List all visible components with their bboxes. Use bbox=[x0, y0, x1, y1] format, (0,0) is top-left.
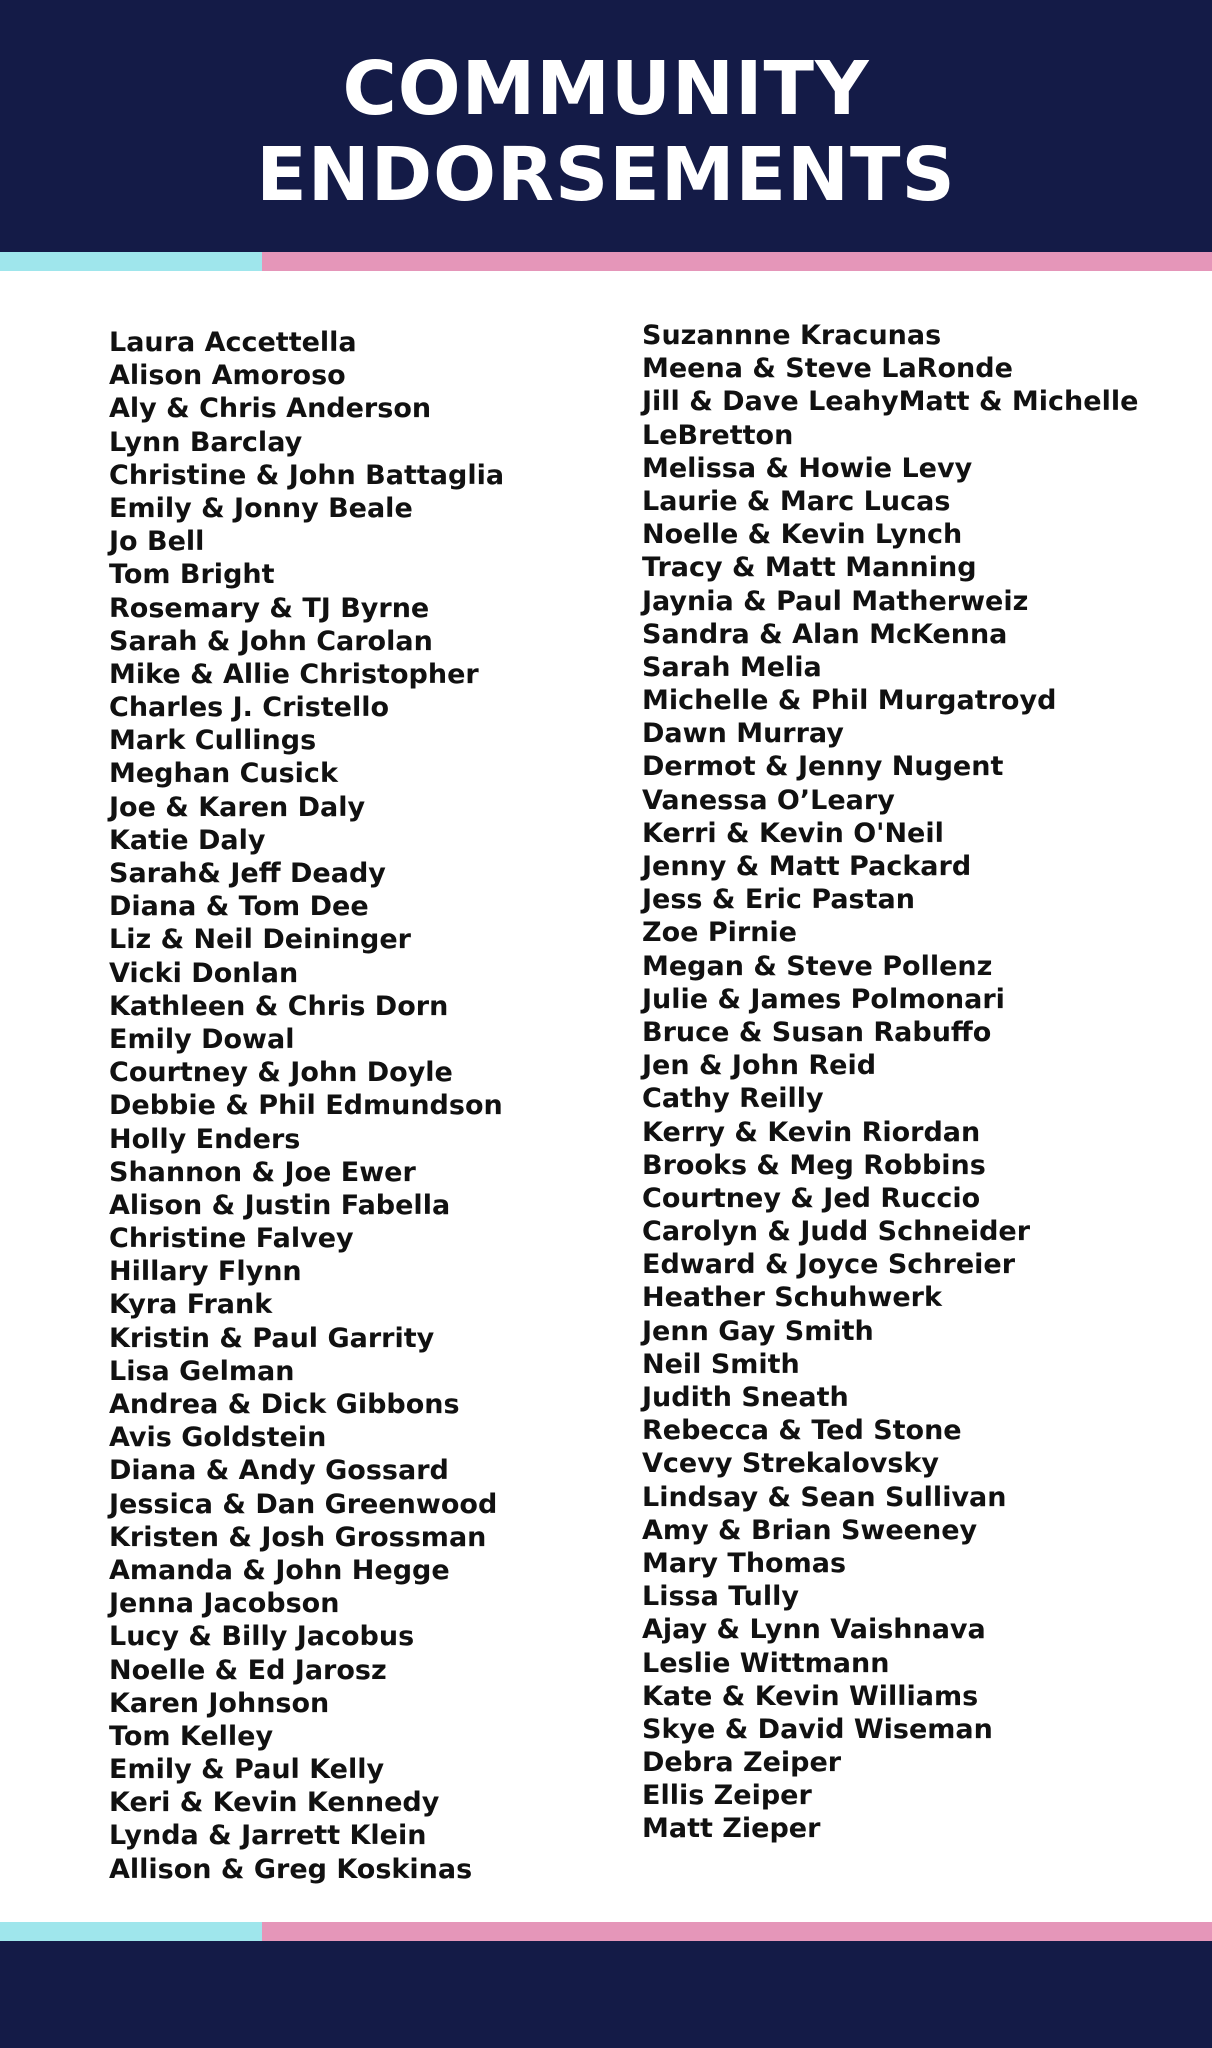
endorser-name: Kathleen & Chris Dorn bbox=[109, 990, 449, 1022]
endorser-name: Julie & James Polmonari bbox=[642, 983, 1005, 1015]
endorser-name: Mark Cullings bbox=[109, 725, 317, 757]
endorser-name: Jo Bell bbox=[109, 526, 205, 558]
endorser-name: Debra Zeiper bbox=[642, 1747, 842, 1779]
endorser-name: Sarah Melia bbox=[642, 651, 822, 683]
endorser-name: Charles J. Cristello bbox=[109, 692, 390, 724]
endorser-name: Holly Enders bbox=[109, 1123, 301, 1155]
endorser-name: Jenn Gay Smith bbox=[642, 1315, 874, 1347]
endorser-name: Christine Falvey bbox=[109, 1223, 354, 1255]
endorser-list-left bbox=[109, 326, 504, 1886]
endorser-name: Lucy & Billy Jacobus bbox=[109, 1621, 415, 1653]
endorser-name: Zoe Pirnie bbox=[642, 917, 797, 949]
endorser-name: Vcevy Strekalovsky bbox=[642, 1448, 939, 1480]
endorser-name: Debbie & Phil Edmundson bbox=[109, 1090, 503, 1122]
endorser-name: Rosemary & TJ Byrne bbox=[109, 592, 430, 624]
endorser-name: Katie Daly bbox=[109, 824, 266, 856]
endorser-name: Skye & David Wiseman bbox=[642, 1713, 993, 1745]
endorser-name: Kate & Kevin Williams bbox=[642, 1680, 979, 1712]
endorser-name: Jenna Jacobson bbox=[109, 1588, 340, 1620]
endorser-name: Michelle & Phil Murgatroyd bbox=[642, 685, 1057, 717]
endorser-name: Tom Kelley bbox=[109, 1720, 274, 1752]
endorser-name: Hillary Flynn bbox=[109, 1256, 302, 1288]
header-banner bbox=[0, 0, 1212, 252]
cyan-stripe-segment bbox=[0, 1922, 262, 1941]
endorser-name: Dermot & Jenny Nugent bbox=[642, 751, 1004, 783]
endorser-name: Jess & Eric Pastan bbox=[642, 884, 915, 916]
endorser-name: Jessica & Dan Greenwood bbox=[109, 1488, 498, 1520]
endorser-name: Meghan Cusick bbox=[109, 758, 338, 790]
footer-banner bbox=[0, 1941, 1212, 2048]
endorser-name: Brooks & Meg Robbins bbox=[642, 1149, 986, 1181]
pink-stripe-segment bbox=[262, 252, 1212, 271]
endorser-name: Sarah& Jeff Deady bbox=[109, 858, 386, 889]
endorser-name: Heather Schuhwerk bbox=[642, 1282, 942, 1314]
endorser-name: Karen Johnson bbox=[109, 1687, 330, 1719]
endorser-name: Suzannne Kracunas bbox=[642, 320, 942, 351]
endorser-name: Jaynia & Paul Matherweiz bbox=[642, 585, 1029, 617]
endorser-name: Amy & Brian Sweeney bbox=[642, 1514, 978, 1546]
endorser-name: Rebecca & Ted Stone bbox=[642, 1415, 962, 1447]
endorser-name: Lisa Gelman bbox=[109, 1355, 295, 1387]
endorser-name: Diana & Tom Dee bbox=[109, 891, 369, 923]
endorser-name: Meena & Steve LaRonde bbox=[642, 353, 1013, 385]
endorser-name: Leslie Wittmann bbox=[642, 1647, 890, 1679]
endorser-name: Keri & Kevin Kennedy bbox=[109, 1787, 440, 1819]
endorser-name: Dawn Murray bbox=[642, 718, 844, 750]
endorser-name: Kerry & Kevin Riordan bbox=[642, 1116, 981, 1148]
endorser-name: Emily Dowal bbox=[109, 1023, 295, 1055]
endorser-name: Bruce & Susan Rabuffo bbox=[642, 1016, 992, 1048]
title-line-1: COMMUNITY bbox=[342, 46, 870, 132]
endorser-name: Liz & Neil Deininger bbox=[109, 924, 411, 956]
endorser-name: Mary Thomas bbox=[642, 1547, 847, 1579]
endorser-name: Laura Accettella bbox=[109, 327, 357, 358]
bottom-accent-stripe bbox=[0, 1922, 1212, 1941]
endorser-name: Kyra Frank bbox=[109, 1289, 273, 1321]
endorser-name: Carolyn & Judd Schneider bbox=[642, 1216, 1031, 1248]
pink-stripe-segment bbox=[262, 1922, 1212, 1941]
endorser-name: Jenny & Matt Packard bbox=[642, 851, 972, 882]
endorser-name: Jill & Dave LeahyMatt & Michelle bbox=[642, 386, 1139, 418]
endorser-name: Lynda & Jarrett Klein bbox=[109, 1820, 427, 1852]
endorser-name: Judith Sneath bbox=[642, 1382, 849, 1413]
endorser-name: Amanda & John Hegge bbox=[109, 1554, 450, 1586]
endorser-name: Cathy Reilly bbox=[642, 1083, 824, 1115]
title-line-2: ENDORSEMENTS bbox=[256, 132, 956, 218]
endorser-name: Sarah & John Carolan bbox=[109, 625, 433, 657]
endorser-name: Courtney & John Doyle bbox=[109, 1057, 453, 1089]
endorser-name: Edward & Joyce Schreier bbox=[642, 1249, 1016, 1281]
endorser-name: Aly & Chris Anderson bbox=[109, 393, 432, 425]
endorser-name: Vicki Donlan bbox=[109, 957, 299, 989]
endorser-name: Ajay & Lynn Vaishnava bbox=[642, 1614, 986, 1646]
endorser-name: Lindsay & Sean Sullivan bbox=[642, 1481, 1007, 1513]
endorser-name: Mike & Allie Christopher bbox=[109, 658, 479, 690]
endorser-name: Melissa & Howie Levy bbox=[642, 452, 973, 484]
endorser-name: Kristin & Paul Garrity bbox=[109, 1322, 435, 1354]
endorser-name: Diana & Andy Gossard bbox=[109, 1455, 449, 1487]
endorser-name: LeBretton bbox=[642, 419, 794, 451]
endorser-name: Laurie & Marc Lucas bbox=[642, 485, 951, 517]
endorser-name: Emily & Jonny Beale bbox=[109, 492, 413, 524]
endorser-name: Emily & Paul Kelly bbox=[109, 1754, 385, 1786]
endorser-name: Sandra & Alan McKenna bbox=[642, 618, 1008, 650]
endorser-name: Alison Amoroso bbox=[109, 360, 346, 392]
endorser-name: Ellis Zeiper bbox=[642, 1780, 812, 1812]
endorser-name: Matt Zieper bbox=[642, 1813, 821, 1845]
endorser-name: Joe & Karen Daly bbox=[109, 791, 366, 823]
endorser-name: Noelle & Ed Jarosz bbox=[109, 1654, 387, 1686]
endorser-name: Jen & John Reid bbox=[642, 1050, 877, 1082]
endorser-name: Andrea & Dick Gibbons bbox=[109, 1389, 460, 1420]
endorser-name: Noelle & Kevin Lynch bbox=[642, 519, 963, 551]
endorser-name: Vanessa O’Leary bbox=[642, 784, 895, 816]
top-accent-stripe bbox=[0, 252, 1212, 271]
endorser-name: Lynn Barclay bbox=[109, 426, 303, 458]
cyan-stripe-segment bbox=[0, 252, 262, 271]
endorser-name: Christine & John Battaglia bbox=[109, 459, 505, 491]
endorser-name: Neil Smith bbox=[642, 1348, 800, 1380]
endorser-name: Lissa Tully bbox=[642, 1581, 800, 1613]
endorser-name: Allison & Greg Koskinas bbox=[109, 1853, 473, 1885]
endorser-name: Tom Bright bbox=[109, 559, 275, 591]
endorser-name: Tracy & Matt Manning bbox=[642, 552, 977, 584]
endorser-name: Courtney & Jed Ruccio bbox=[642, 1182, 981, 1214]
endorser-name: Kerri & Kevin O'Neil bbox=[642, 817, 944, 849]
endorser-name: Alison & Justin Fabella bbox=[109, 1189, 451, 1221]
endorser-name: Kristen & Josh Grossman bbox=[109, 1521, 487, 1553]
endorser-name: Avis Goldstein bbox=[109, 1422, 327, 1454]
endorser-list-right bbox=[642, 319, 1138, 1846]
endorser-name: Shannon & Joe Ewer bbox=[109, 1156, 416, 1188]
page-title bbox=[0, 46, 1212, 218]
endorser-name: Megan & Steve Pollenz bbox=[642, 950, 993, 982]
